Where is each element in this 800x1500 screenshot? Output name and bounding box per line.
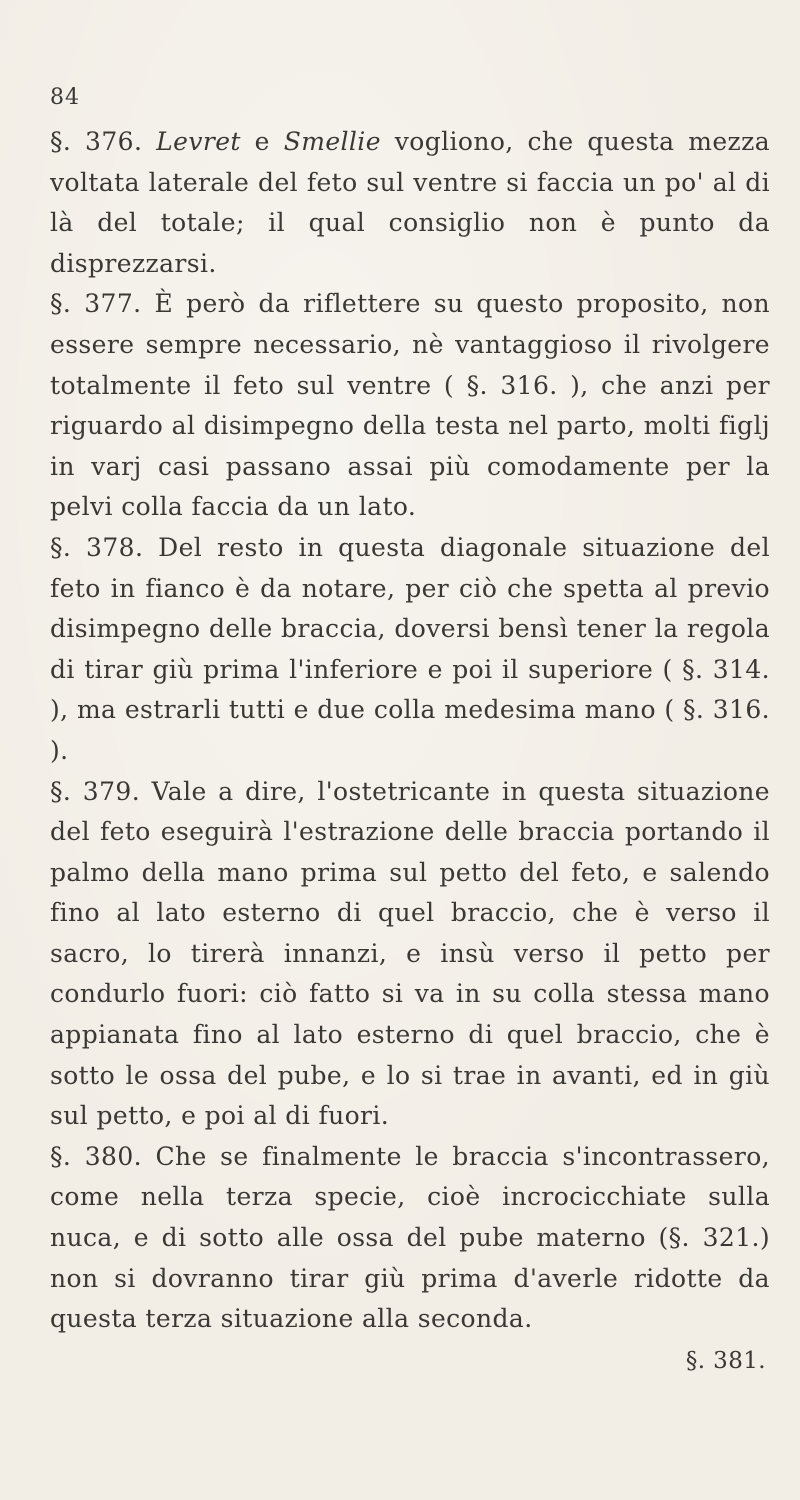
paragraph-379 — [50, 772, 770, 1137]
paragraph-segment: vogliono, che questa mezza voltata laterale del feto sul ventre si faccia un po' al di là del totale; il qual consiglio non è punto da disprezzarsi. — [50, 127, 770, 278]
paragraph-segment: §. 378. Del resto in questa diagonale situazione del feto in fianco è da notare, per ciò che spetta al previo disimpegno delle braccia, doversi bensì tener la regola di tirar giù prima l'inferiore e poi il superiore ( §. 314. ), ma estrarli tutti e due colla medesima mano ( §. 316. ). — [50, 532, 770, 765]
page-number: 84 — [50, 85, 80, 110]
catchword-row — [50, 1340, 770, 1382]
body-text — [50, 122, 770, 1381]
paragraph-segment: e — [240, 127, 284, 156]
paragraph-376 — [50, 122, 770, 284]
paragraph-segment: §. 376. — [50, 127, 157, 156]
paragraph-segment: §. 380. Che se finalmente le braccia s'incontrassero, come nella terza specie, cioè incrocicchiate sulla nuca, e di sotto alle ossa del pube materno (§. 321.) non si dovranno tirar giù prima d'averle ridotte da questa terza situazione alla seconda. — [50, 1141, 770, 1334]
paragraph-377 — [50, 284, 770, 528]
paragraph-segment: §. 379. Vale a dire, l'ostetricante in questa situazione del feto eseguirà l'estrazione delle braccia portando il palmo della mano prima sul petto del feto, e salendo fino al lato esterno di quel braccio, che è verso il sacro, lo tirerà innanzi, e insù verso il petto per condurlo fuori: ciò fatto si va in su colla stessa mano appianata fino al lato esterno di quel braccio, che è sotto le ossa del pube, e lo si trae in avanti, ed in giù sul petto, e poi al di fuori. — [50, 776, 770, 1131]
author-name-levret: Levret — [156, 127, 241, 156]
paragraph-segment: §. 377. È però da riflettere su questo proposito, non essere sempre necessario, nè vantaggioso il rivolgere totalmente il feto sul ventre ( §. 316. ), che anzi per riguardo al disimpegno della testa nel parto, molti figlj in varj casi passano assai più comodamente per la pelvi colla faccia da un lato. — [50, 289, 770, 522]
author-name-smellie: Smellie — [283, 127, 381, 156]
paragraph-378 — [50, 528, 770, 772]
paragraph-380 — [50, 1137, 770, 1340]
catchword: §. 381. — [685, 1347, 766, 1374]
